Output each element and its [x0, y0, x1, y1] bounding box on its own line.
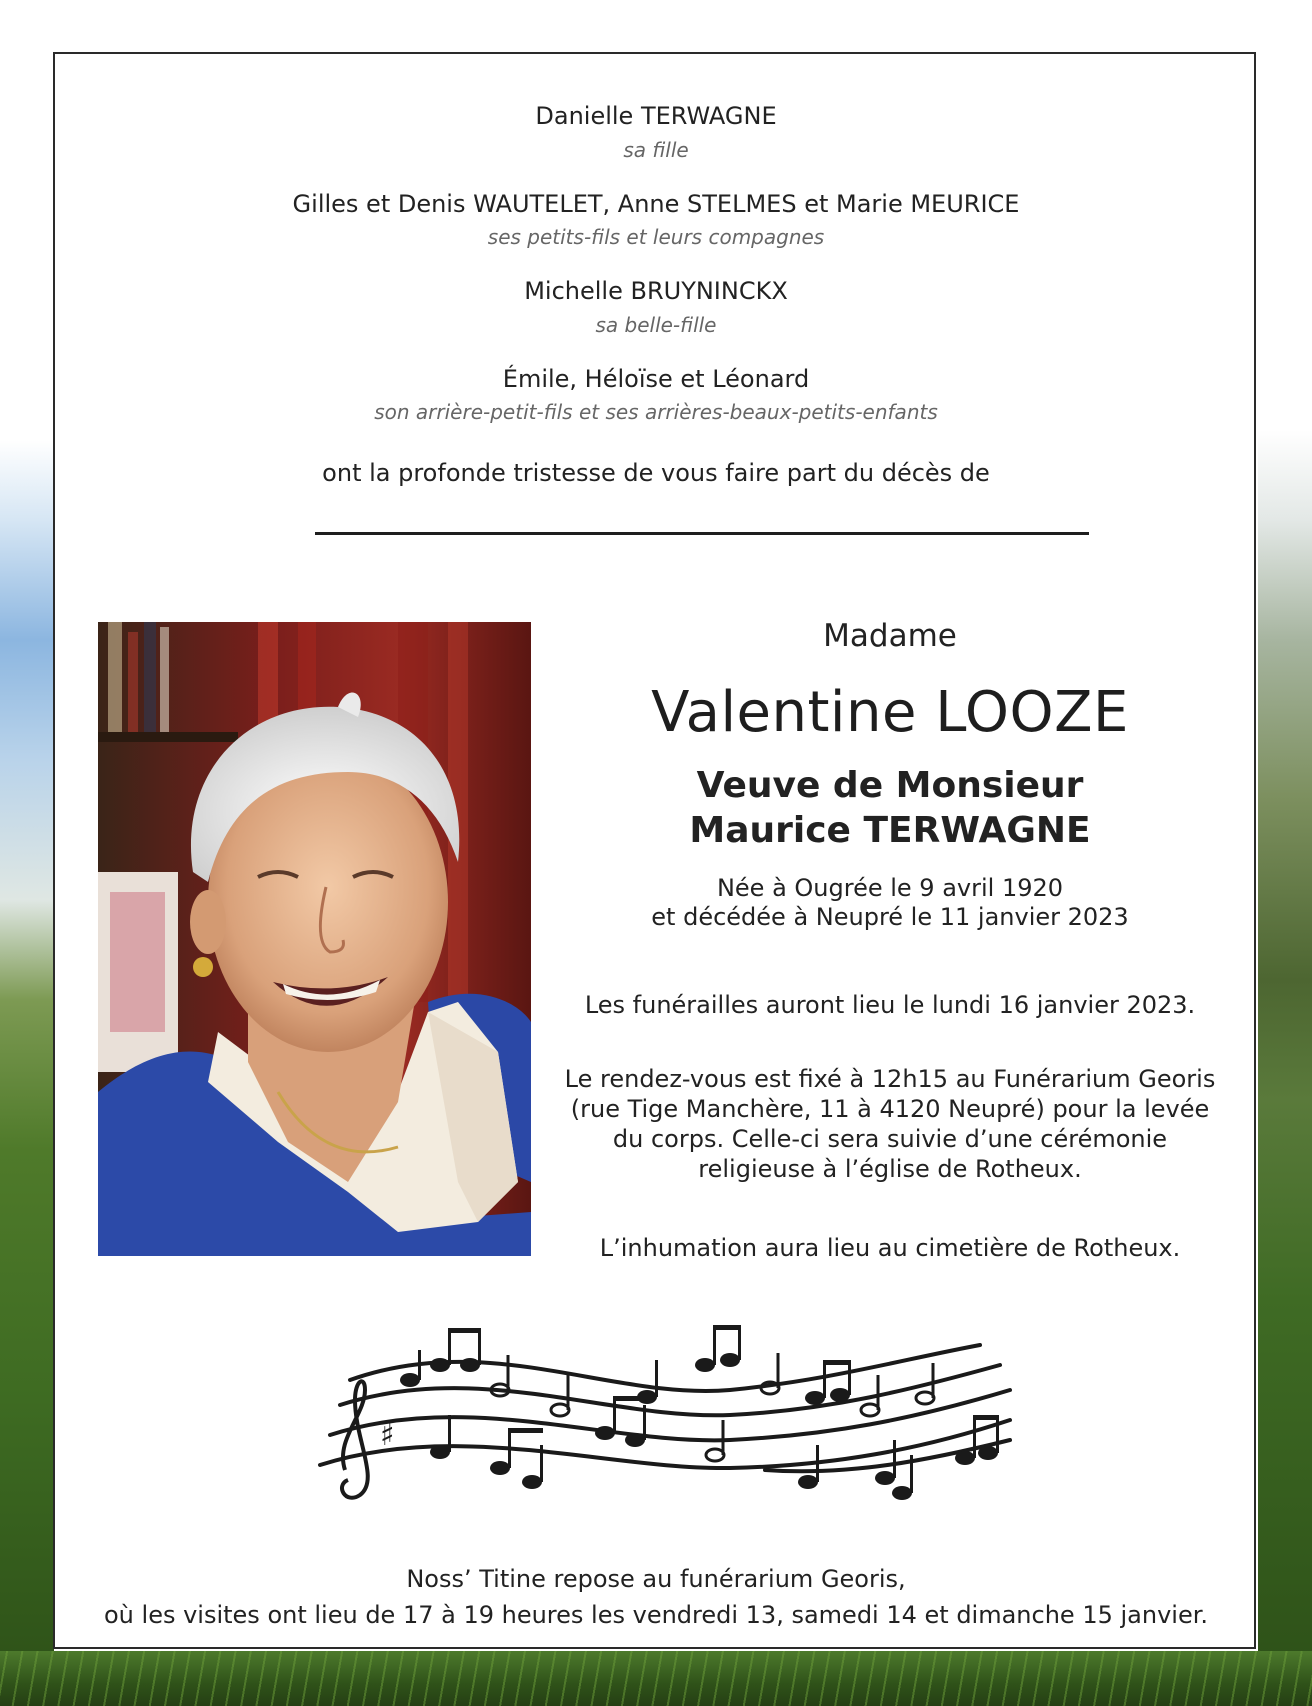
music-notes-illustration: [310, 1320, 1020, 1520]
family-member-role: sa belle-fille: [595, 313, 717, 337]
family-member-name: Michelle BRUYNINCKX: [524, 277, 788, 305]
deceased-name: Valentine LOOZE: [651, 680, 1129, 745]
death-info: et décédée à Neupré le 11 janvier 2023: [651, 903, 1129, 931]
portrait-photo: [98, 622, 531, 1256]
meeting-line: religieuse à l’église de Rotheux.: [698, 1155, 1082, 1183]
divider-line: [315, 532, 1089, 535]
family-member-role: son arrière-petit-fils et ses arrières-beaux-petits-enfants: [374, 400, 938, 424]
svg-text:♯: ♯: [380, 1418, 395, 1453]
announcement-intro: ont la profonde tristesse de vous faire part du décès de: [322, 459, 990, 487]
visitation-line-1: Noss’ Titine repose au funérarium Georis,: [406, 1565, 906, 1593]
grass-texture: [0, 1651, 1312, 1706]
burial-info: L’inhumation aura lieu au cimetière de Rotheux.: [599, 1234, 1181, 1262]
family-member-role: ses petits-fils et leurs compagnes: [487, 225, 825, 249]
meeting-line: Le rendez-vous est fixé à 12h15 au Funérarium Georis: [564, 1065, 1216, 1093]
meeting-line: (rue Tige Manchère, 11 à 4120 Neupré) pour la levée: [570, 1095, 1210, 1123]
family-member-name: Danielle TERWAGNE: [535, 102, 777, 130]
widow-of-line-1: Veuve de Monsieur: [696, 765, 1084, 806]
background-sky-left: [0, 0, 54, 1706]
meeting-line: du corps. Celle-ci sera suivie d’une cérémonie: [612, 1125, 1168, 1153]
background-trees-right: [1258, 0, 1312, 1706]
family-member-role: sa fille: [623, 138, 689, 162]
funeral-date: Les funérailles auront lieu le lundi 16 janvier 2023.: [584, 991, 1196, 1019]
widow-of-line-2: Maurice TERWAGNE: [689, 810, 1091, 851]
visitation-line-2: où les visites ont lieu de 17 à 19 heures les vendredi 13, samedi 14 et dimanche 15 janvier.: [104, 1601, 1208, 1629]
birth-info: Née à Ougrée le 9 avril 1920: [716, 874, 1064, 902]
honorific: Madame: [823, 618, 957, 654]
family-member-name: Émile, Héloïse et Léonard: [502, 365, 810, 393]
family-member-name: Gilles et Denis WAUTELET, Anne STELMES et Marie MEURICE: [292, 190, 1020, 218]
